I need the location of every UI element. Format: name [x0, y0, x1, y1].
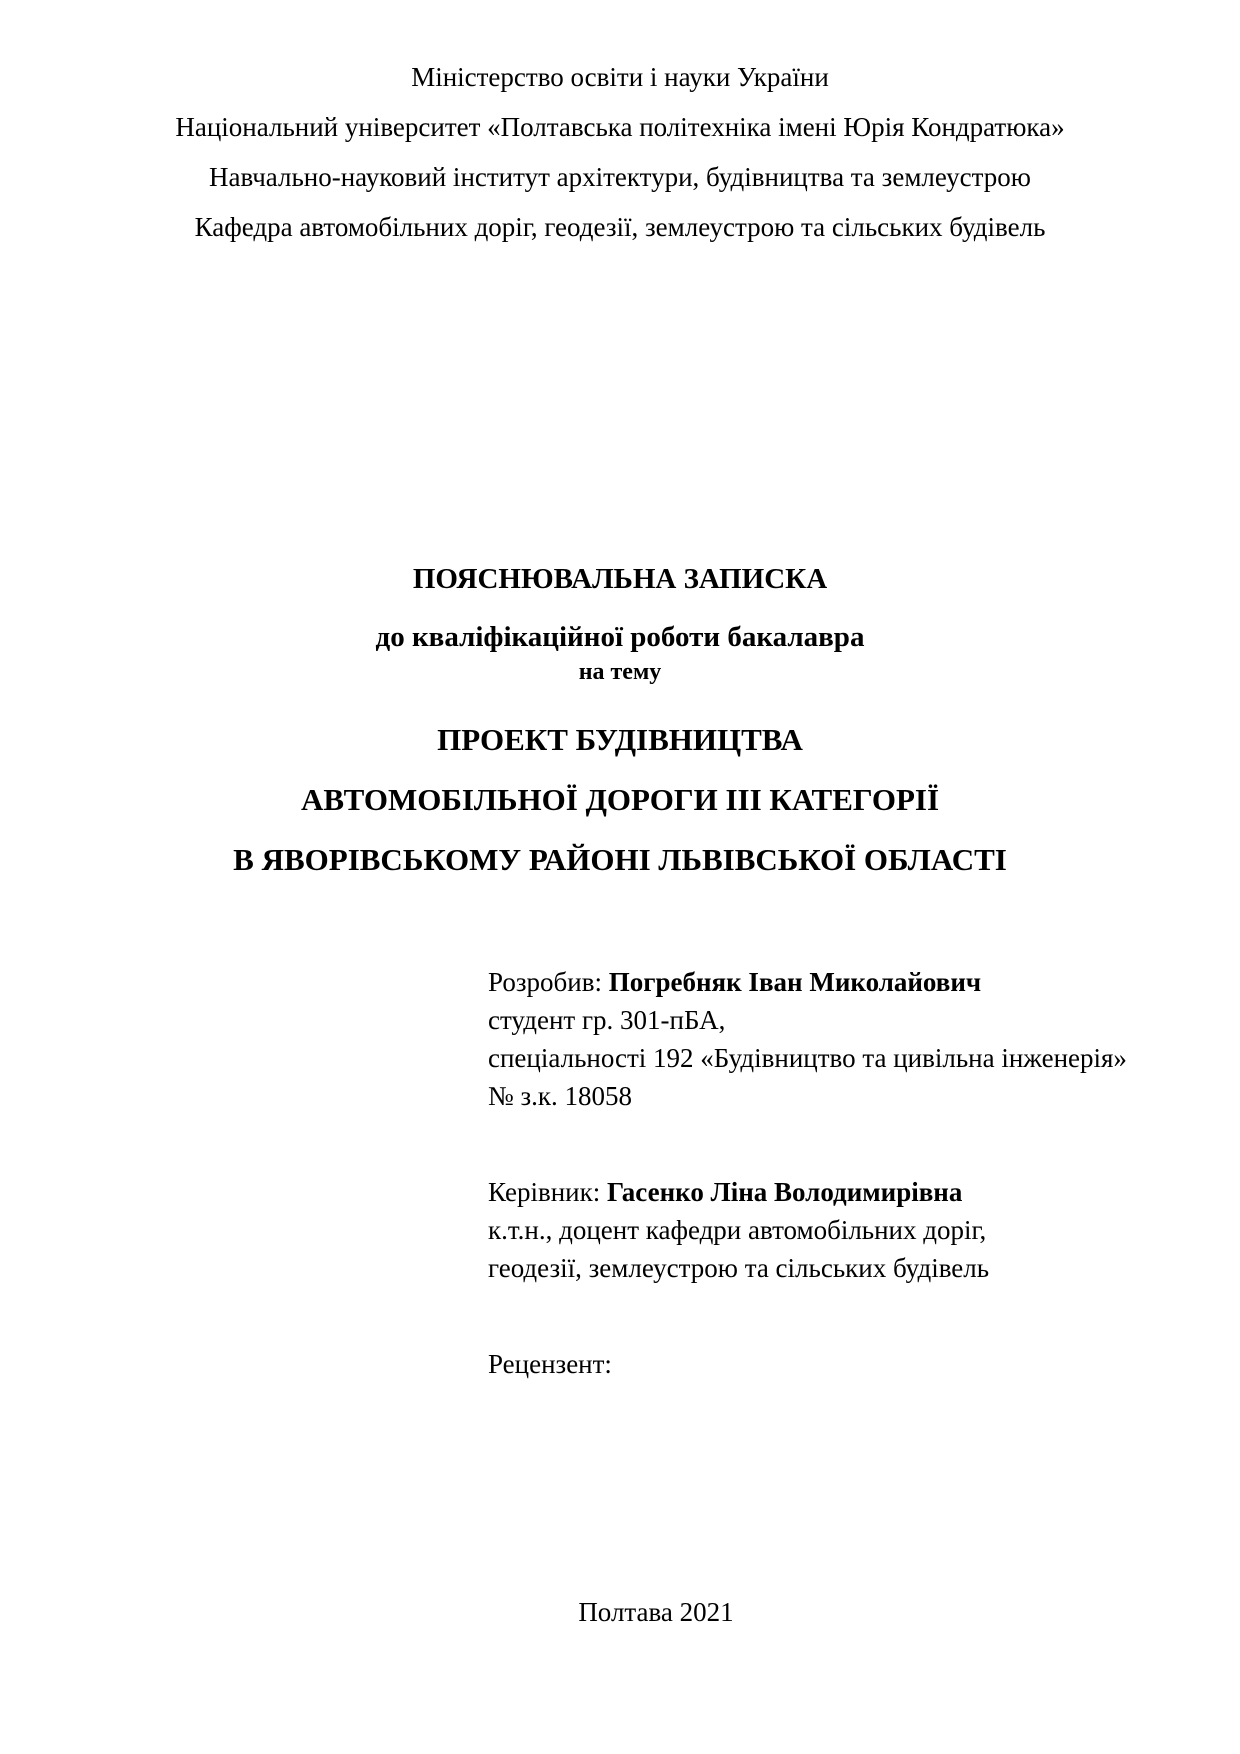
reviewer-label: Рецензент: — [488, 1349, 612, 1379]
university-name: Національний університет «Полтавська політехніка імені Юрія Кондратюка» — [175, 112, 1065, 142]
supervisor-line — [488, 1173, 1228, 1211]
topic-line-2: АВТОМОБІЛЬНОЇ ДОРОГИ ІІІ КАТЕГОРІЇ — [300, 782, 940, 817]
author-name: Погребняк Іван Миколайович — [608, 967, 982, 997]
supervisor-name: Гасенко Ліна Володимирівна — [606, 1177, 963, 1207]
spacer — [488, 1287, 1228, 1345]
spacer — [488, 1115, 1228, 1173]
author-group: студент гр. 301-пБА, — [488, 1005, 726, 1035]
thesis-topic — [0, 710, 1240, 890]
author-specialty: спеціальності 192 «Будівництво та цивільна інженерія» — [488, 1043, 1127, 1073]
topic-line-1: ПРОЕКТ БУДІВНИЦТВА — [437, 722, 803, 757]
authorship-info — [488, 963, 1228, 1383]
institute-name: Навчально-науковий інститут архітектури, будівництва та землеустрою — [209, 162, 1031, 192]
on-topic-label: на тему — [578, 659, 662, 685]
author-line — [488, 963, 1228, 1001]
city-year: Полтава 2021 — [578, 1597, 734, 1627]
ministry-name: Міністерство освіти і науки України — [411, 62, 829, 92]
supervisor-position-1: к.т.н., доцент кафедри автомобільних доріг, — [488, 1215, 987, 1245]
document-type-title: ПОЯСНЮВАЛЬНА ЗАПИСКА — [412, 563, 828, 595]
document-type-block — [0, 553, 1240, 689]
author-record-book: № з.к. 18058 — [488, 1081, 633, 1111]
supervisor-label: Керівник: — [488, 1177, 607, 1207]
topic-line-3: В ЯВОРІВСЬКОМУ РАЙОНІ ЛЬВІВСЬКОЇ ОБЛАСТІ — [233, 842, 1007, 877]
supervisor-position-2: геодезії, землеустрою та сільських будівель — [488, 1253, 990, 1283]
document-subtitle: до кваліфікаційної роботи бакалавра — [375, 621, 865, 653]
title-page-header — [0, 52, 1240, 252]
department-name: Кафедра автомобільних доріг, геодезії, землеустрою та сільських будівель — [194, 212, 1046, 242]
author-label: Розробив: — [488, 967, 609, 997]
